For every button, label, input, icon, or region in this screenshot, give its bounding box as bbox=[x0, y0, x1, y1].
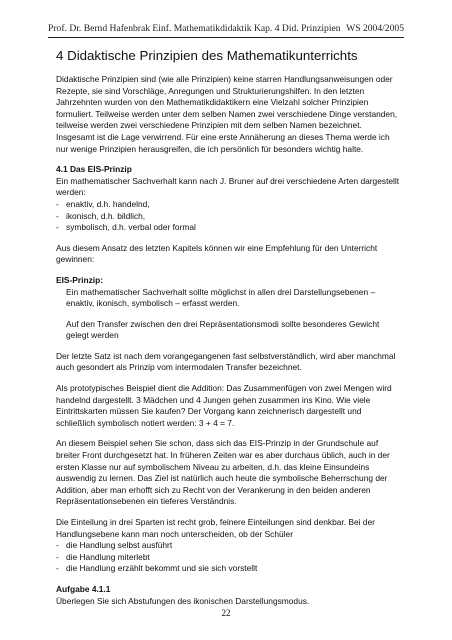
header-left: Prof. Dr. Bernd Hafenbrak Einf. Mathematikdidaktik Kap. 4 Did. Prinzipien bbox=[48, 23, 341, 34]
school-paragraph: An diesem Beispiel sehen Sie schon, dass sich das EIS-Prinzip in der Grundschule auf breiter Front durchgesetzt hat. In früheren Zeiten war es aber durchaus üblich, auch in der ersten Klasse nur auf symbolischem Niveau zu arbeiten, d.h. das kleine Einsundeins auswendig zu lernen. Das Ziel ist natürlich auch heute die symbolische Beherrschung der Addition, aber man erhofft sich zu Recht von der Verankerung in den beiden anderen Repräsentationsebenen ein tieferes Verständnis. bbox=[56, 438, 390, 507]
list-item: - ikonisch, d.h. bildlich, bbox=[56, 210, 146, 221]
list-item: - die Handlung selbst ausführt bbox=[56, 540, 173, 551]
principle-statement-2: Auf den Transfer zwischen den drei Repräsentationsmodi sollte besonderes Gewicht gelegt werden bbox=[66, 318, 380, 341]
section-lead: Ein mathematischer Sachverhalt kann nach J. Bruner auf drei verschiedene Arten dargestellt werden: bbox=[56, 175, 400, 198]
principle-heading: EIS-Prinzip: bbox=[56, 274, 103, 285]
intro-paragraph: Didaktische Prinzipien sind (wie alle Prinzipien) keine starren Handlungsanweisungen oder Rezepte, sie sind Vorschläge, Anregungen und Strukturierungshilfen. In den letzten Jahrzehnten wurden von den Mathematikdidaktikern eine Vielzahl solcher Prinzipien formuliert. Teilweise werden unter dem selben Namen zwei verschiedene Dinge verstanden, teilweise werden zwei verschiedene Prinzipien mit dem selben Namen bezeichnet. Insgesamt ist die Lage verwirrend. Für eine erste Annäherung an dieses Thema werde ich nur wenige Prinzipien herausgreifen, die ich persönlich für besonders wichtig halte. bbox=[56, 74, 398, 154]
list-item: - die Handlung miterlebt bbox=[56, 551, 150, 562]
representation-list bbox=[56, 199, 402, 234]
example-paragraph: Als prototypisches Beispiel dient die Addition: Das Zusammenfügen von zwei Mengen wird handelnd dargestellt. 3 Mädchen und 4 Jungen gehen zusammen ins Kino. Wie viele Eintrittskarten müssen Sie kaufen? Der Vorgang kann zeichnerisch dargestellt und schließlich symbolisch notiert werden: 3 + 4 = 7. bbox=[56, 383, 392, 428]
section-heading: 4.1 Das EIS-Prinzip bbox=[56, 164, 132, 175]
page-number: 22 bbox=[221, 608, 231, 618]
page-content bbox=[56, 48, 402, 616]
transfer-paragraph: Der letzte Satz ist nach dem vorangegangenen fast selbstverständlich, wird aber manchmal auch gesondert als Prinzip vom intermodalen Transfer bezeichnet. bbox=[56, 350, 396, 373]
after-list-paragraph: Aus diesem Ansatz des letzten Kapitels können wir eine Empfehlung für den Unterricht gewinnen: bbox=[56, 242, 378, 265]
action-levels-list bbox=[56, 540, 402, 575]
header-right: WS 2004/2005 bbox=[346, 23, 404, 34]
principle-statement-1: Ein mathematischer Sachverhalt sollte möglichst in allen drei Darstellungsebenen – enaktiv, ikonisch, symbolisch – erfasst werden. bbox=[66, 286, 376, 309]
task-text: Überlegen Sie sich Abstufungen des ikonischen Darstellungsmodus. bbox=[56, 595, 310, 606]
list-item: - symbolisch, d.h. verbal oder formal bbox=[56, 222, 196, 233]
task-heading: Aufgabe 4.1.1 bbox=[56, 583, 111, 594]
chapter-title: 4 Didaktische Prinzipien des Mathematikunterrichts bbox=[56, 48, 358, 63]
running-header bbox=[48, 23, 404, 38]
list-item: - die Handlung erzählt bekommt und sie sich vorstellt bbox=[56, 563, 258, 574]
split-paragraph: Die Einteilung in drei Sparten ist recht grob, feinere Einteilungen sind denkbar. Bei der Handlungsebene kann man noch unterscheiden, ob der Schüler bbox=[56, 517, 375, 539]
list-item: - enaktiv, d.h. handelnd, bbox=[56, 198, 150, 209]
